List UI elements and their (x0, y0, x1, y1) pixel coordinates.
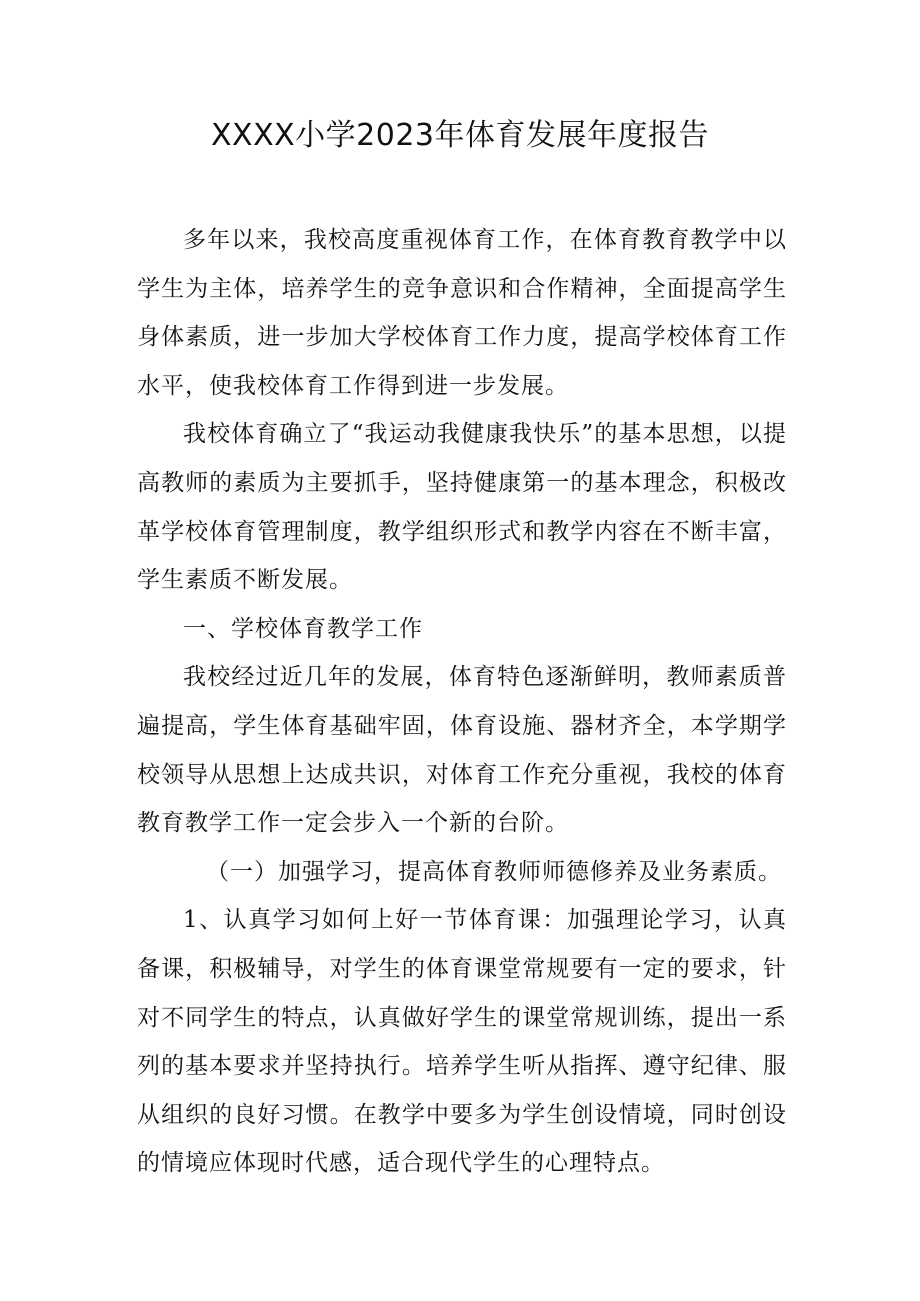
subsection-heading-1: （一）加强学习，提高体育教师师德修养及业务素质。 (206, 858, 782, 885)
paragraph-intro: 多年以来，我校高度重视体育工作，在体育教育教学中以学生为主体，培养学生的竞争意识和合作精神，全面提高学生身体素质，进一步加大学校体育工作力度，提高学校体育工作水平，使我校体育工作得到进一步发展。 (137, 227, 787, 399)
document-title: XXXX小学2023年体育发展年度报告 (210, 118, 710, 153)
section-heading-1: 一、学校体育教学工作 (183, 615, 423, 642)
paragraph-item-1: 1、认真学习如何上好一节体育课：加强理论学习，认真备课，积极辅导，对学生的体育课堂常规要有一定的要求，针对不同学生的特点，认真做好学生的课堂常规训练，提出一系列的基本要求并坚持执行。培养学生听从指挥、遵守纪律、服从组织的良好习惯。在教学中要多为学生创设情境，同时创设的情境应体现时代感，适合现代学生的心理特点。 (137, 907, 787, 1177)
document-body (137, 216, 787, 1188)
paragraph-philosophy: 我校体育确立了“我运动我健康我快乐”的基本思想，以提高教师的素质为主要抓手，坚持健康第一的基本理念，积极改革学校体育管理制度，教学组织形式和教学内容在不断丰富，学生素质不断发展。 (137, 421, 787, 594)
paragraph-section-1-intro: 我校经过近几年的发展，体育特色逐渐鲜明，教师素质普遍提高，学生体育基础牢固，体育设施、器材齐全，本学期学校领导从思想上达成共识，对体育工作充分重视，我校的体育教育教学工作一定会步入一个新的台阶。 (137, 664, 787, 837)
